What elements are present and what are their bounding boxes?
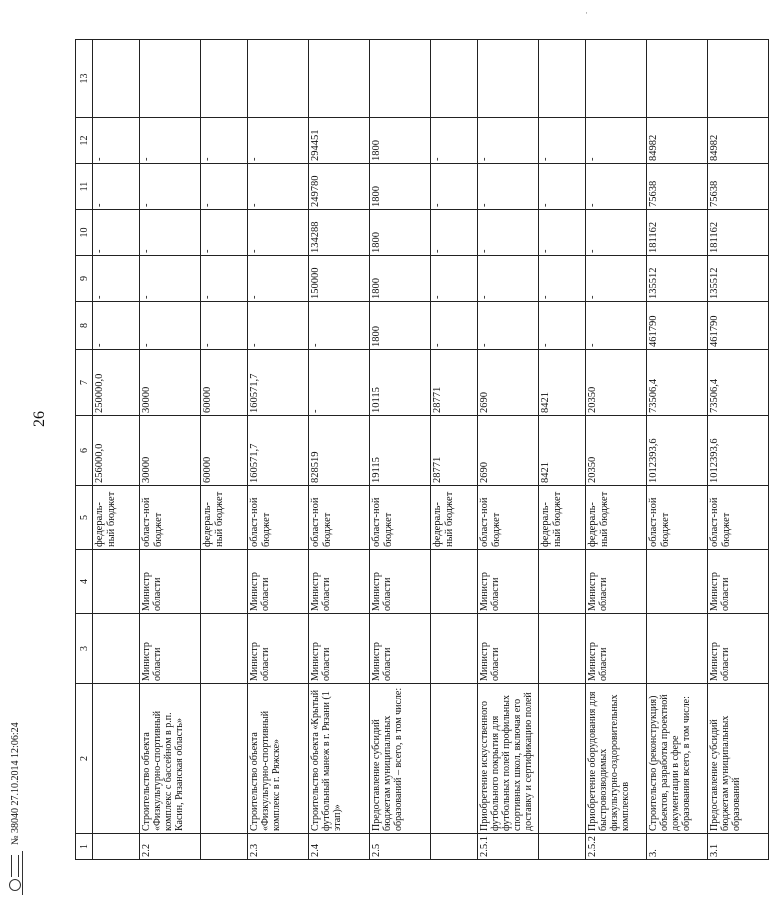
header-cell: 6 <box>76 416 93 486</box>
table-cell: Министр области <box>309 614 370 684</box>
table-cell: федераль-ный бюджет <box>586 486 647 550</box>
table-cell: 181162 <box>708 210 769 256</box>
table-cell: Министр области <box>370 614 431 684</box>
table-cell: област-ной бюджет <box>140 486 201 550</box>
table-cell: 134288 <box>309 210 370 256</box>
table-cell: 2.5 <box>370 834 431 860</box>
table-cell: - <box>140 164 201 210</box>
table-cell: 2.4 <box>309 834 370 860</box>
table-cell: 28771 <box>431 416 478 486</box>
table-cell: - <box>478 302 539 350</box>
table-cell: Предоставление субсидий бюджетам муниципальных образований – всего, в том числе: <box>370 684 431 834</box>
registry-stamp-icon <box>8 851 23 895</box>
table-cell: - <box>248 164 309 210</box>
table-cell: - <box>431 118 478 164</box>
table-cell: - <box>539 256 586 302</box>
table-cell: Министр области <box>586 614 647 684</box>
budget-table <box>75 39 769 860</box>
table-cell: Министр области <box>140 614 201 684</box>
table-cell: Министр области <box>478 550 539 614</box>
table-cell: - <box>201 210 248 256</box>
table-cell: 461790 <box>647 302 708 350</box>
table-cell: 28771 <box>431 350 478 416</box>
table-cell: - <box>93 256 140 302</box>
table-cell: 2690 <box>478 350 539 416</box>
table-cell: 150000 <box>309 256 370 302</box>
table-cell <box>93 40 140 118</box>
table-cell: 160571,7 <box>248 416 309 486</box>
page-number: 26 <box>31 411 48 427</box>
table-cell: 20350 <box>586 350 647 416</box>
document-table-area <box>75 40 742 860</box>
table-cell <box>647 40 708 118</box>
table-row <box>93 40 140 860</box>
table-cell: - <box>539 164 586 210</box>
table-cell: 30000 <box>140 350 201 416</box>
table-cell: 1800 <box>370 256 431 302</box>
table-cell: Министр области <box>708 614 769 684</box>
table-cell: - <box>248 210 309 256</box>
table-cell: 1800 <box>370 302 431 350</box>
table-row <box>309 40 370 860</box>
table-cell: - <box>539 210 586 256</box>
table-cell: 1800 <box>370 210 431 256</box>
table-cell: - <box>201 164 248 210</box>
table-cell: област-ной бюджет <box>708 486 769 550</box>
table-cell: Министр области <box>478 614 539 684</box>
table-cell: - <box>248 256 309 302</box>
table-cell: Министр области <box>586 550 647 614</box>
table-row <box>708 40 769 860</box>
table-cell: - <box>309 350 370 416</box>
header-cell: 8 <box>76 302 93 350</box>
table-cell <box>539 684 586 834</box>
table-cell <box>370 40 431 118</box>
table-cell <box>539 40 586 118</box>
table-cell: 250000,0 <box>93 350 140 416</box>
table-cell <box>431 834 478 860</box>
table-cell <box>201 834 248 860</box>
table-cell: 2.3 <box>248 834 309 860</box>
table-cell: 84982 <box>647 118 708 164</box>
table-cell: Министр области <box>248 550 309 614</box>
table-cell: - <box>93 118 140 164</box>
table-cell: 8421 <box>539 350 586 416</box>
table-cell <box>708 40 769 118</box>
table-cell <box>431 614 478 684</box>
table-cell: - <box>478 210 539 256</box>
table-cell: 1012393,6 <box>647 416 708 486</box>
table-cell: 75638 <box>708 164 769 210</box>
table-cell: - <box>201 256 248 302</box>
table-cell <box>478 40 539 118</box>
table-cell: Министр области <box>309 550 370 614</box>
table-row <box>431 40 478 860</box>
table-cell: Приобретение оборудования для быстровозводимых физкультурно-оздоровительных комплексов <box>586 684 647 834</box>
header-cell: 2 <box>76 684 93 834</box>
table-cell: 828519 <box>309 416 370 486</box>
table-cell: - <box>140 302 201 350</box>
table-cell: област-ной бюджет <box>478 486 539 550</box>
table-cell: 73506,4 <box>708 350 769 416</box>
table-cell: - <box>309 302 370 350</box>
table-cell: 2.5.2 <box>586 834 647 860</box>
table-cell: област-ной бюджет <box>309 486 370 550</box>
table-cell: - <box>93 164 140 210</box>
table-row <box>140 40 201 860</box>
table-cell: Министр области <box>140 550 201 614</box>
table-cell <box>586 40 647 118</box>
table-cell: Строительство объекта «Физкультурно-спортивный комплекс в г. Ряжске» <box>248 684 309 834</box>
document-footer <box>8 660 23 895</box>
table-row <box>647 40 708 860</box>
table-cell: - <box>586 210 647 256</box>
table-cell <box>93 834 140 860</box>
table-cell: Предоставление субсидий бюджетам муниципальных образований <box>708 684 769 834</box>
table-cell: 1800 <box>370 118 431 164</box>
table-cell: - <box>431 210 478 256</box>
table-cell: Министр области <box>248 614 309 684</box>
table-cell: 60000 <box>201 350 248 416</box>
table-cell: - <box>431 302 478 350</box>
table-cell: - <box>93 210 140 256</box>
table-cell: 461790 <box>708 302 769 350</box>
table-cell: - <box>248 302 309 350</box>
table-row <box>248 40 309 860</box>
table-cell: - <box>431 256 478 302</box>
table-cell <box>647 550 708 614</box>
table-cell: 75638 <box>647 164 708 210</box>
table-cell: 1800 <box>370 164 431 210</box>
table-cell: 2.2 <box>140 834 201 860</box>
table-cell: област-ной бюджет <box>370 486 431 550</box>
table-cell: федераль-ный бюджет <box>539 486 586 550</box>
table-cell: 60000 <box>201 416 248 486</box>
header-cell: 9 <box>76 256 93 302</box>
table-cell: федераль-ный бюджет <box>201 486 248 550</box>
table-cell: 10115 <box>370 350 431 416</box>
table-cell: област-ной бюджет <box>647 486 708 550</box>
table-cell: 30000 <box>140 416 201 486</box>
header-cell: 7 <box>76 350 93 416</box>
table-cell: - <box>478 164 539 210</box>
table-cell <box>201 684 248 834</box>
table-cell: - <box>431 164 478 210</box>
table-cell: област-ной бюджет <box>248 486 309 550</box>
table-cell <box>647 614 708 684</box>
table-cell <box>201 614 248 684</box>
table-cell <box>431 550 478 614</box>
corner-mark: · <box>585 8 588 18</box>
table-cell: Строительство (реконструкция) объектов, разработка проектной документации в сфере образования всего, в том числе: <box>647 684 708 834</box>
table-cell: - <box>93 302 140 350</box>
table-cell <box>140 40 201 118</box>
table-cell: - <box>539 118 586 164</box>
table-row <box>586 40 647 860</box>
table-cell: - <box>586 164 647 210</box>
table-cell <box>201 550 248 614</box>
table-cell <box>248 40 309 118</box>
table-cell: 73506,4 <box>647 350 708 416</box>
header-cell: 11 <box>76 164 93 210</box>
table-cell: 20350 <box>586 416 647 486</box>
header-cell: 12 <box>76 118 93 164</box>
header-cell: 5 <box>76 486 93 550</box>
table-cell <box>93 550 140 614</box>
table-cell: - <box>201 302 248 350</box>
table-cell: - <box>586 118 647 164</box>
header-cell: 4 <box>76 550 93 614</box>
table-cell: - <box>586 302 647 350</box>
table-cell: 2.5.1 <box>478 834 539 860</box>
table-row <box>539 40 586 860</box>
table-cell: 1012393,6 <box>708 416 769 486</box>
table-cell: - <box>478 118 539 164</box>
table-cell: 135512 <box>647 256 708 302</box>
table-cell: 8421 <box>539 416 586 486</box>
table-cell: 3.1 <box>708 834 769 860</box>
table-row <box>370 40 431 860</box>
header-row <box>76 40 93 860</box>
table-cell <box>93 684 140 834</box>
table-cell <box>201 40 248 118</box>
table-cell: - <box>248 118 309 164</box>
table-cell: Министр области <box>370 550 431 614</box>
table-cell: 135512 <box>708 256 769 302</box>
table-cell: Строительство объекта «Физкультурно-спортивный комплекс с бассейном в р.п. Касин, Рязанская область» <box>140 684 201 834</box>
table-cell: - <box>478 256 539 302</box>
footer-reg-text: № 38040 27.10.2014 12:06:24 <box>10 722 21 845</box>
table-cell: федераль-ный бюджет <box>93 486 140 550</box>
table-cell: Министр области <box>708 550 769 614</box>
table-cell: - <box>586 256 647 302</box>
table-cell <box>539 834 586 860</box>
table-cell: - <box>140 256 201 302</box>
table-cell: Приобретение искусственного футбольного покрытия для футбольных полей профильных спортивных школ, включая его доставку и сертификацию полей <box>478 684 539 834</box>
table-cell <box>539 614 586 684</box>
table-cell <box>539 550 586 614</box>
table-cell: 3. <box>647 834 708 860</box>
header-cell: 1 <box>76 834 93 860</box>
table-cell: - <box>201 118 248 164</box>
table-cell: федераль-ный бюджет <box>431 486 478 550</box>
table-cell: - <box>140 118 201 164</box>
header-cell: 10 <box>76 210 93 256</box>
header-cell: 3 <box>76 614 93 684</box>
table-cell <box>93 614 140 684</box>
table-cell <box>431 40 478 118</box>
table-cell: 294451 <box>309 118 370 164</box>
table-cell <box>431 684 478 834</box>
table-cell: 249780 <box>309 164 370 210</box>
table-cell: 19115 <box>370 416 431 486</box>
table-row <box>201 40 248 860</box>
table-cell: 256000,0 <box>93 416 140 486</box>
table-cell: 160571,7 <box>248 350 309 416</box>
table-cell: 2690 <box>478 416 539 486</box>
table-cell: 84982 <box>708 118 769 164</box>
table-cell: - <box>539 302 586 350</box>
table-cell <box>309 40 370 118</box>
table-cell: Строительство объекта «Крытый футбольный манеж в г. Рязани (1 этап)» <box>309 684 370 834</box>
header-cell: 13 <box>76 40 93 118</box>
table-cell: - <box>140 210 201 256</box>
table-cell: 181162 <box>647 210 708 256</box>
table-row <box>478 40 539 860</box>
